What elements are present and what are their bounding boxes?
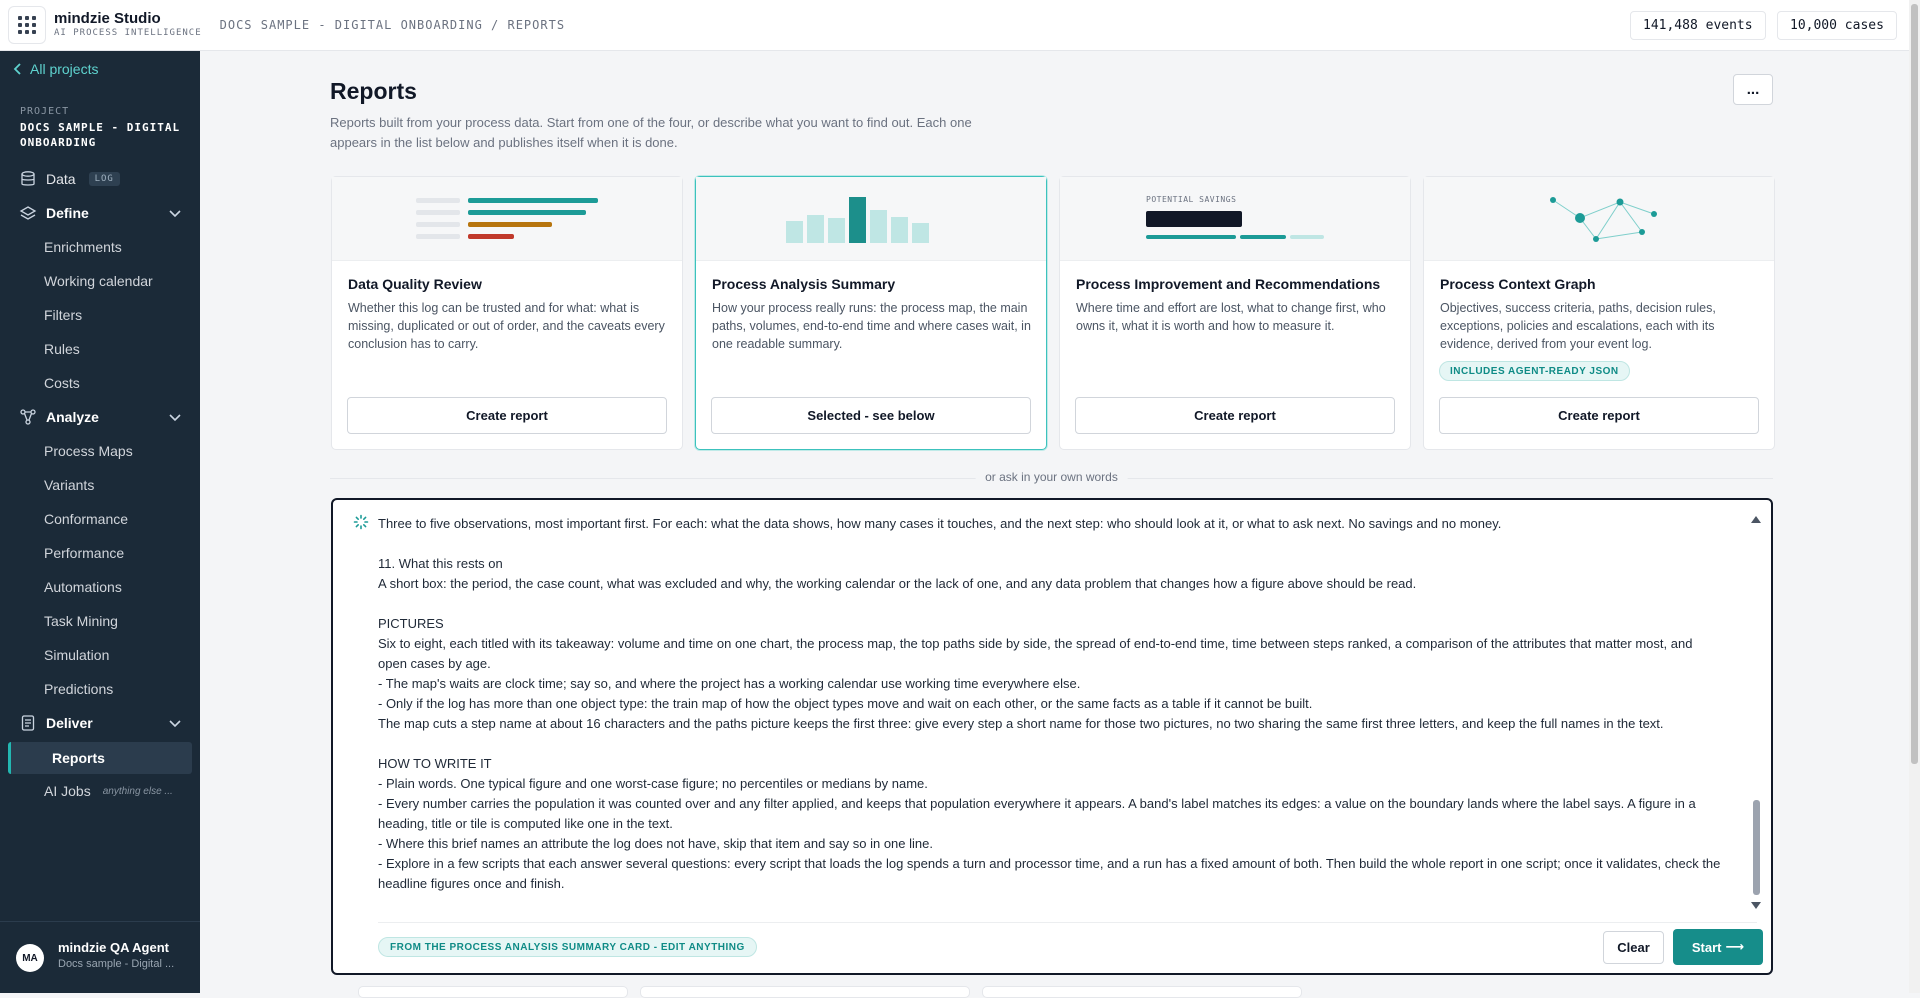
page-title: Reports: [330, 78, 417, 104]
context-graph-illustration: [1424, 177, 1774, 261]
selected-report-button[interactable]: Selected - see below: [711, 397, 1031, 434]
arrow-right-icon: ⟶: [1725, 939, 1745, 954]
grid-icon: [18, 16, 36, 34]
document-icon: [20, 715, 36, 731]
project-label: PROJECT: [20, 106, 70, 117]
sidebar-item-enrichments[interactable]: Enrichments: [44, 239, 122, 255]
start-label: Start: [1691, 939, 1722, 955]
cases-count: 10,000 cases: [1777, 11, 1897, 40]
sidebar: [0, 51, 200, 993]
sidebar-item-conformance[interactable]: Conformance: [44, 511, 129, 527]
sidebar-item-simulation[interactable]: Simulation: [44, 647, 110, 663]
user-project: Docs sample - Digital ...: [58, 958, 175, 970]
database-icon: [20, 171, 36, 187]
sidebar-item-predictions[interactable]: Predictions: [44, 681, 114, 697]
brand-name: mindzie Studio: [54, 10, 161, 27]
sidebar-item-label: Data: [46, 171, 76, 187]
card-title: Process Improvement and Recommendations: [1076, 276, 1381, 292]
sidebar-section-label: Analyze: [46, 409, 99, 425]
source-badge: FROM THE PROCESS ANALYSIS SUMMARY CARD - EDIT ANYTHING: [378, 937, 757, 957]
or-divider: [330, 468, 1773, 488]
sidebar-section-label: Deliver: [46, 715, 93, 731]
page-scrollbar[interactable]: [1909, 0, 1920, 993]
sidebar-section-define[interactable]: [0, 197, 200, 229]
page-scrollbar-thumb[interactable]: [1911, 4, 1918, 764]
card-description: How your process really runs: the process map, the main paths, volumes, end-to-end time and where cases wait, in one readable summary.: [712, 301, 1031, 351]
breadcrumb: DOCS SAMPLE - DIGITAL ONBOARDING / REPORTS: [219, 18, 566, 32]
sidebar-item-data[interactable]: [0, 163, 200, 195]
layers-icon: [20, 205, 36, 221]
create-report-button[interactable]: Create report: [1439, 397, 1759, 434]
data-quality-illustration: [332, 177, 682, 261]
report-list-item[interactable]: [358, 986, 628, 998]
app-launcher-button[interactable]: [8, 6, 46, 44]
report-list-item[interactable]: [982, 986, 1302, 998]
potential-savings-illustration: [1060, 177, 1410, 261]
sidebar-section-deliver[interactable]: [0, 707, 200, 739]
sidebar-item-performance[interactable]: Performance: [44, 545, 125, 561]
textarea-scrollbar[interactable]: [1753, 800, 1760, 895]
process-analysis-illustration: [696, 177, 1046, 261]
sidebar-item-process-maps[interactable]: Process Maps: [44, 443, 133, 459]
create-report-button[interactable]: Create report: [1075, 397, 1395, 434]
ai-jobs-hint: anything else ...: [102, 785, 173, 797]
sidebar-section-analyze[interactable]: [0, 401, 200, 433]
scroll-down-arrow-icon[interactable]: [1751, 902, 1761, 909]
prompt-textarea[interactable]: Three to five observations, most important first. For each: what the data shows, how many cases it touches, and the next step: who should look at it, or what to ask next. No savings and no money. 11. What this rests on A short box: the period, the case count, what was excluded and why, the working calendar or the lack of one, and any data problem that changes how a figure above should be read. PICTURES Six to eight, each titled with its takeaway: volume and time on one chart, the process map, the top paths side by side, the spread of end-to-end time, time between steps ranked, a comparison of the attributes that matter most, and open cases by age. - The map's waits are clock time; say so, and where the project has a working calendar use working time everywhere else. - Only if the log has more than one object type: the train map of how the object types move and wait on each other, or the same facts as a table if it cannot be built. The map cuts a step name at about 16 characters and the paths picture keeps the first three: give every step a short name for those two pictures, no two sharing the same first three letters, and keep the full names in the text. HOW TO WRITE IT - Plain words. One typical figure and one worst-case figure; no percentiles or medians by name. - Every number carries the population it was counted over and any filter applied, and keeps that population everywhere it appears. A band's label matches its edges: a value on the boundary lands where the label says. A figure in a heading, title or tile is computed like one in the text. - Where this brief names an attribute the log does not have, skip that item and say so in one line. - Explore in a few scripts that each answer several questions: every script that loads the log spends a turn and processor time, and a run has a fixed amount of both. Then build the whole report in one script; once it validates, check the headline figures once and finish.: [378, 516, 1721, 891]
sidebar-item-label: AI Jobs: [44, 783, 91, 799]
log-badge: LOG: [89, 172, 120, 186]
agent-ready-badge: INCLUDES AGENT-READY JSON: [1439, 361, 1630, 381]
clear-button[interactable]: Clear: [1603, 931, 1664, 964]
user-name: mindzie QA Agent: [58, 940, 169, 955]
avatar: MA: [16, 944, 44, 972]
sidebar-item-reports[interactable]: Reports: [8, 742, 192, 774]
sidebar-item-task-mining[interactable]: Task Mining: [44, 613, 118, 629]
sidebar-item-rules[interactable]: Rules: [44, 341, 80, 357]
report-card-context-graph[interactable]: [1423, 176, 1775, 450]
card-title: Data Quality Review: [348, 276, 482, 292]
scroll-up-arrow-icon[interactable]: [1751, 516, 1761, 523]
chevron-down-icon: [168, 206, 182, 220]
create-report-button[interactable]: Create report: [347, 397, 667, 434]
sidebar-section-label: Define: [46, 205, 89, 221]
loading-spinner-icon: [353, 514, 369, 530]
prompt-composer[interactable]: [331, 498, 1773, 975]
sidebar-item-automations[interactable]: Automations: [44, 579, 122, 595]
sidebar-item-ai-jobs[interactable]: [0, 775, 200, 807]
sidebar-item-variants[interactable]: Variants: [44, 477, 95, 493]
card-title: Process Analysis Summary: [712, 276, 896, 292]
chevron-down-icon: [168, 410, 182, 424]
card-title: Process Context Graph: [1440, 276, 1596, 292]
project-name: DOCS SAMPLE - DIGITAL ONBOARDING: [20, 121, 181, 149]
sidebar-item-costs[interactable]: Costs: [44, 375, 80, 391]
all-projects-link[interactable]: [14, 61, 98, 77]
chevron-down-icon: [168, 716, 182, 730]
card-description: Objectives, success criteria, paths, decision rules, exceptions, policies and escalations, each with its evidence, derived from your event log.: [1440, 301, 1716, 351]
brand-tagline: AI PROCESS INTELLIGENCE: [54, 28, 202, 38]
report-list-item[interactable]: [640, 986, 970, 998]
card-description: Whether this log can be trusted and for what: what is missing, duplicated or out of order, and the caveats every conclusion has to carry.: [348, 301, 665, 351]
events-count: 141,488 events: [1630, 11, 1766, 40]
composer-divider: [378, 922, 1757, 923]
more-options-button[interactable]: ...: [1733, 74, 1773, 105]
report-card-process-analysis[interactable]: [695, 176, 1047, 450]
divider-text: or ask in your own words: [975, 470, 1128, 484]
top-bar: [0, 0, 1909, 51]
network-icon: [20, 409, 36, 425]
sidebar-item-filters[interactable]: Filters: [44, 307, 83, 323]
potential-savings-label: POTENTIAL SAVINGS: [1146, 195, 1237, 204]
all-projects-label: All projects: [30, 61, 99, 77]
report-card-data-quality[interactable]: [331, 176, 683, 450]
chevron-left-icon: [14, 63, 22, 75]
user-profile[interactable]: [0, 921, 200, 993]
start-button[interactable]: [1673, 929, 1763, 965]
card-description: Where time and effort are lost, what to change first, who owns it, what it is worth and how to measure it.: [1076, 301, 1386, 333]
brand[interactable]: [54, 11, 202, 39]
page-intro: Reports built from your process data. Start from one of the four, or describe what you want to find out. Each one appears in the list below and publishes itself when it is done.: [330, 115, 972, 150]
sidebar-item-working-calendar[interactable]: Working calendar: [44, 273, 153, 289]
report-card-process-improvement[interactable]: [1059, 176, 1411, 450]
